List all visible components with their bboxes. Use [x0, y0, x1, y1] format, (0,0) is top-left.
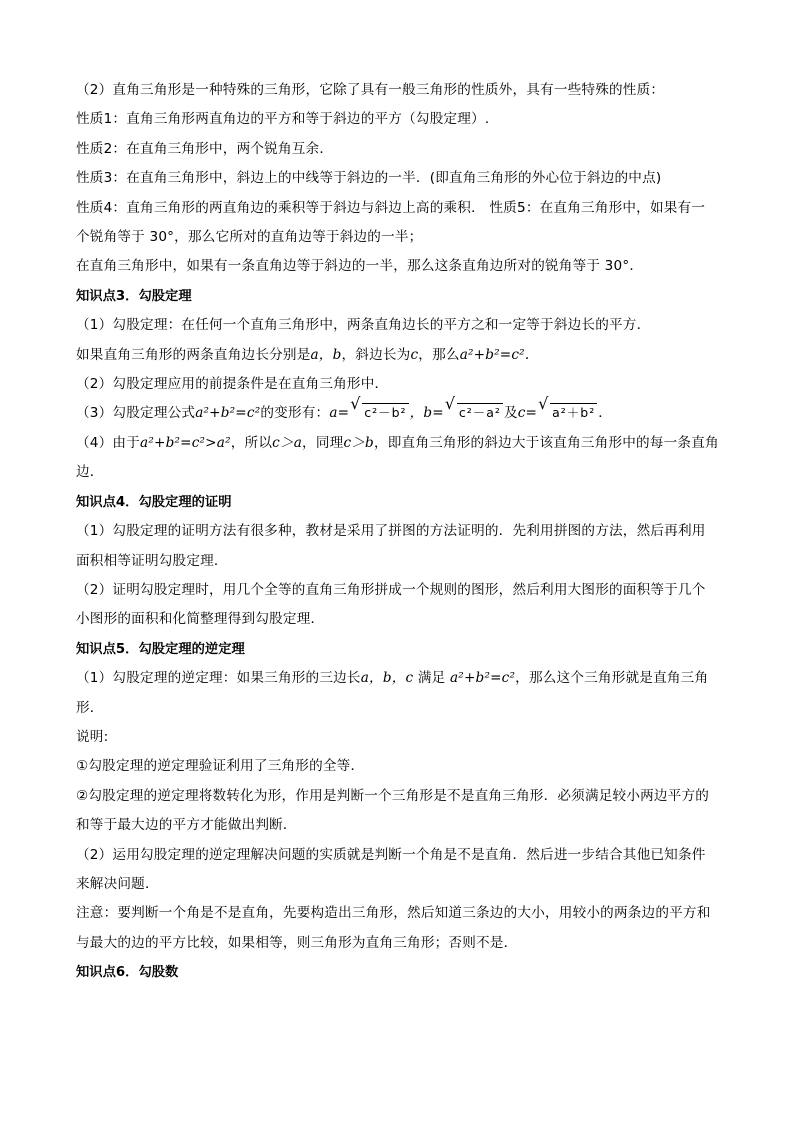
text-segment: ，那么: [418, 346, 460, 363]
text-segment: ，那么这个三角形就是直角三角: [515, 670, 709, 687]
heading-knowledge-3: 知识点3．勾股定理: [76, 288, 192, 304]
paragraph-special-properties: （2）直角三角形是一种特殊的三角形，它除了具有一般三角形的性质外，具有一些特殊的性质：: [76, 82, 665, 98]
note-item-2-cont: 和等于最大边的平方才能做出判断．: [76, 817, 297, 834]
sqrt-arg: a²＋b²: [552, 405, 596, 421]
math-a-b: a，b: [310, 346, 342, 363]
converse-application: （2）运用勾股定理的逆定理解决问题的实质就是判断一个角是不是直角．然后进一步结合其他已知条件: [76, 846, 706, 863]
note-item-1: ①勾股定理的逆定理验证利用了三角形的全等．: [76, 758, 365, 775]
proof-tiling: （2）证明勾股定理时，用几个全等的直角三角形拼成一个规则的图形，然后利用大图形的面积等于几个: [76, 581, 706, 598]
note-item-2: ②勾股定理的逆定理将数转化为形，作用是判断一个三角形是不是直角三角形．必须满足较小两边平方的: [76, 787, 710, 804]
property-1: 性质1：直角三角形两直角边的平方和等于斜边的平方（勾股定理）.: [76, 111, 490, 128]
text-segment: ，同理: [302, 434, 344, 451]
property-3: 性质3：在直角三角形中，斜边上的中线等于斜边的一半．(即直角三角形的外心位于斜边的中点): [76, 170, 662, 187]
sqrt-arg: c²－a²: [458, 405, 501, 421]
sqrt-arg: c²－b²: [364, 405, 407, 421]
note-label: 说明:: [76, 728, 109, 745]
sqrt-a2-b2: [538, 394, 597, 428]
text-segment: （3）勾股定理公式: [76, 405, 196, 422]
text-segment: 如果直角三角形的两条直角边长分别是: [76, 346, 311, 363]
property-2: 性质2：在直角三角形中，两个锐角互余．: [76, 140, 334, 157]
attention-note: 注意：要判断一个角是不是直角，先要构造出三角形，然后知道三条边的大小，用较小的两条边的平方和: [76, 905, 711, 922]
converse-application-cont: 来解决问题．: [76, 875, 159, 892]
heading-knowledge-4: 知识点4．勾股定理的证明: [76, 494, 232, 510]
property-5-cont: 个锐角等于 30°，那么它所对的直角边等于斜边的一半；: [76, 229, 423, 246]
text-segment: ，斜边长为: [341, 346, 411, 363]
radical-icon: √: [350, 394, 361, 414]
converse-definition-cont: 形．: [76, 699, 104, 716]
math-formula: a²+b²=c².: [459, 346, 530, 363]
math-b-eq: ，b=: [409, 405, 444, 422]
math-c: c: [410, 346, 419, 363]
heading-knowledge-5: 知识点5．勾股定理的逆定理: [76, 641, 245, 657]
math-abc: a，b，c: [360, 670, 414, 687]
math-a-eq: a=: [329, 405, 350, 422]
proof-tiling-cont: 小图形的面积和化简整理得到勾股定理．: [76, 611, 325, 628]
math-c-eq: c=: [517, 405, 538, 422]
property-4-5: 性质4：直角三角形的两直角边的乘积等于斜边与斜边上高的乘积． 性质5：在直角三角形中，如果有一: [76, 199, 706, 216]
attention-note-cont: 与最大的边的平方比较，如果相等，则三角形为直角三角形；否则不是．: [76, 934, 518, 951]
pythagorean-precondition: （2）勾股定理应用的前提条件是在直角三角形中．: [76, 376, 389, 393]
property-5-converse: 在直角三角形中，如果有一条直角边等于斜边的一半，那么这条直角边所对的锐角等于 30°．: [76, 258, 644, 275]
text-segment: （1）勾股定理的逆定理：如果三角形的三边长: [76, 670, 361, 687]
pythagorean-definition: （1）勾股定理：在任何一个直角三角形中，两条直角边长的平方之和一定等于斜边长的平方．: [76, 317, 651, 334]
pythagorean-variants: [76, 394, 722, 428]
proof-methods: （1）勾股定理的证明方法有很多种，教材是采用了拼图的方法证明的．先利用拼图的方法，然后再利用: [76, 523, 706, 540]
math-inequality: a²+b²=c²>a²: [140, 434, 231, 451]
text-segment: （4）由于: [76, 434, 141, 451]
math-c-gt-b: c＞b: [343, 434, 374, 451]
text-segment: 及: [503, 405, 518, 422]
proof-methods-cont: 面积相等证明勾股定理．: [76, 552, 228, 569]
text-segment: ，即直角三角形的斜边大于该直角三角形中的每一条直角: [373, 434, 719, 451]
document-page: [76, 76, 722, 988]
hypotenuse-longest-cont: 边．: [76, 464, 104, 481]
text-segment: 满足: [417, 670, 446, 687]
text-segment: 的变形有：: [260, 405, 330, 422]
math-formula: a²+b²=c²: [195, 405, 261, 422]
radical-icon: √: [538, 394, 549, 414]
math-formula: a²+b²=c²: [450, 670, 516, 687]
pythagorean-statement: [76, 341, 722, 370]
heading-knowledge-6: 知识点6．勾股数: [76, 965, 179, 981]
sqrt-c2-b2: [350, 394, 408, 428]
radical-icon: √: [444, 394, 456, 414]
math-c-gt-a: c＞a: [272, 434, 303, 451]
text-segment: ，所以: [230, 434, 273, 451]
period: ．: [598, 405, 613, 422]
converse-definition: [76, 664, 722, 693]
sqrt-c2-a2: [444, 394, 503, 428]
hypotenuse-longest: [76, 429, 722, 458]
